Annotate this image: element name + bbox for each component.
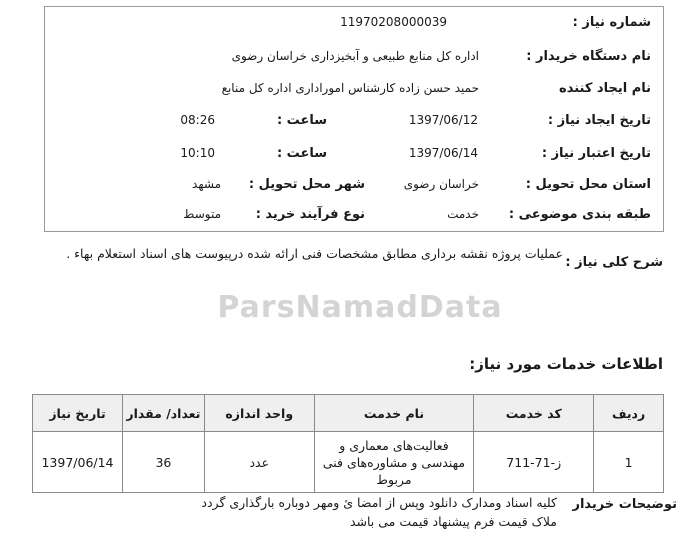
row-need-number [45,15,663,43]
services-section-title: اطلاعات خدمات مورد نیاز: [469,355,663,373]
watermark-text: ParsNamadData [217,290,503,325]
province-label: استان محل تحویل : [525,177,651,192]
tender-info-box [44,6,664,232]
cell-need-date: 1397/06/14 [33,432,123,493]
created-time-value: 08:26 [180,113,215,127]
province-value: خراسان رضوی [403,177,479,191]
cell-quantity: 36 [123,432,205,493]
header-need-date: تاریخ نیاز [33,395,123,432]
header-service-name: نام خدمت [314,395,474,432]
creator-value: حمید حسن زاده کارشناس اموراداری اداره کل منابع [221,81,479,95]
city-label: شهر محل تحویل : [248,177,365,192]
services-table [32,394,664,493]
description-label: شرح کلی نیاز : [565,255,663,270]
row-created-date [45,113,663,141]
header-unit: واحد اندازه [204,395,314,432]
buyer-org-label: نام دستگاه خریدار : [526,49,651,64]
buyer-notes-line-2: ملاک قیمت فرم پیشنهاد قیمت می باشد [349,514,557,529]
process-label: نوع فرآیند خرید : [255,207,365,222]
description-value: عملیات پروژه نقشه برداری مطابق مشخصات فنی ارائه شده درپیوست های اسناد استعلام بهاء . [66,246,563,261]
row-category [45,207,663,235]
valid-date-value: 1397/06/14 [408,146,478,160]
created-time-label: ساعت : [276,113,327,128]
cell-service-name: فعالیت‌های معماری و مهندسی و مشاوره‌های فنی مربوط [314,432,474,493]
table-row [33,432,664,493]
created-date-label: تاریخ ایجاد نیاز : [547,113,651,128]
buyer-org-value: اداره کل منابع طبیعی و آبخیزداری خراسان رضوی [231,49,479,63]
category-value: خدمت [447,207,479,221]
row-province [45,177,663,205]
cell-row-number: 1 [594,432,664,493]
cell-unit: عدد [204,432,314,493]
row-buyer-org [45,49,663,77]
city-value: مشهد [192,177,221,191]
buyer-notes-value [97,493,557,531]
buyer-notes-line-1: کلیه اسناد ومدارک دانلود وپس از امضا ئ ومهر دوباره بارگذاری گردد [201,495,557,510]
valid-time-label: ساعت : [276,146,327,161]
row-valid-date [45,146,663,174]
need-number-value: 11970208000039 [340,15,447,29]
services-table-header [33,395,664,432]
header-row-number: ردیف [594,395,664,432]
valid-date-label: تاریخ اعتبار نیاز : [541,146,651,161]
creator-label: نام ایجاد کننده [559,81,651,96]
valid-time-value: 10:10 [180,146,215,160]
created-date-value: 1397/06/12 [408,113,478,127]
row-creator [45,81,663,109]
need-number-label: شماره نیاز : [572,15,651,30]
buyer-notes-label: توضیحات خریدار [572,497,677,512]
header-quantity: تعداد/ مقدار [123,395,205,432]
process-value: متوسط [183,207,221,221]
category-label: طبقه بندی موضوعی : [508,207,651,222]
cell-service-code: ز-71-711 [474,432,594,493]
header-service-code: کد خدمت [474,395,594,432]
